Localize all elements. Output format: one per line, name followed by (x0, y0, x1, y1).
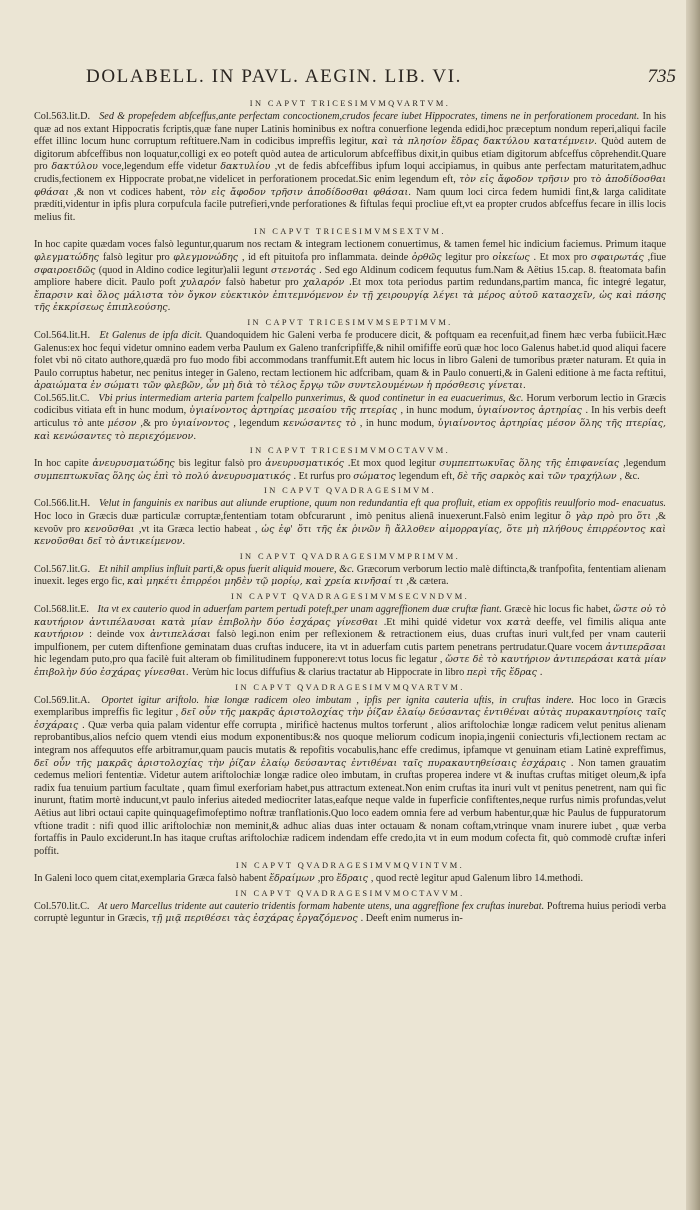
greek-text: δεῖ οὖν τῆς μακρᾶς ἀριστολοχίας τὴν ῥίζαν ἐλαίῳ δεύσαντας ἐντιθέναι ταῖς πυρακαυτηθείσαις ἐσχάραις (34, 757, 571, 769)
greek-text: ὑγιαίνοντος (171, 418, 234, 430)
page-number: 735 (647, 66, 676, 87)
greek-text: ὃ γὰρ πρὸ (565, 511, 619, 523)
chapter-heading: IN CAPVT TRICESIMVMOCTAVVM. (249, 446, 451, 456)
body-text: Quandoquidem hic Galeni verba fe producere dicit, & poftquam ea recenfuit,ad finem hæc verba fubiicit.Hæc Galenus:ex hoc fequi videtur omnino eadem verba Paulum ex Galeno tranfcripfiffe,& nihil omififfe eorü quæ hoc loco Galenus habet.id quod aliqui facere folet vbi nö citato authore,quædä pro fuo modo fibi accommodans tranffumit.Eft autem hic locus in libro Galeni de tumoribus præter naturam. Et quia in Paulo corruptus habetur, nec penitus integer in Galeno, rectam lectionem hic adfcribam, quam & in Paulo conuerti,& in Galeni editione à me facta reftitui, (34, 329, 666, 379)
lemma-quote: Ita vt ex cauterio quod in aduerfam partem pertudi poteft,per unam aggreffionem duæ cruftæ fiant. (97, 604, 505, 615)
greek-text: δακτύλου (51, 161, 103, 173)
greek-text: κατὰ (506, 616, 537, 628)
body-text: Nam quum loci circa fedem humidi fint,& larga caliditate prædíti,videntur in ipfis plura corpufcula facile putrefieri,vnde perforationes & fiftulas fequi procliue eft,vt ea propter crudos abfceffus fecare in illis locis melius fit. (34, 186, 666, 223)
body-text: Græcè hic locus fic habet, (504, 604, 614, 615)
commentary-paragraph (34, 458, 666, 483)
greek-text: ὀρθῶς (411, 251, 446, 263)
chapter-heading: IN CAPVT TRICESIMVMSEXTVM. (254, 227, 446, 237)
body-text: falsò habetur pro (225, 277, 304, 289)
body-text: . Et rurfus pro (293, 470, 354, 482)
column-reference: Col.567.lit.G. (34, 563, 93, 575)
greek-text: συμπεπτωκυῖας ὅλης τῆς ἐπιφανείας (439, 458, 624, 470)
greek-text: ἔπαρσιν καὶ ὅλος μάλιστα τὸν ὄγκον εὐεκτικὸν ἐπιτεμνόμενον ἐν τῇ χειρουργίᾳ λέγει τὰ μέρος αὐτοῦ κατασχεῖν, ὡς καὶ πάσης τῆς ἐκκρίσεως ἐπιπλεούσης. (34, 289, 666, 314)
body-text: , &c. (619, 470, 640, 482)
body-text: . Sed ego Aldinum codicem fequutus fum.Nam & Aëtius 15.cap. 8. fteatomata bafin ampliore habere dicit. Paulo poft (34, 264, 666, 289)
body-text: ,& cætera. (406, 576, 449, 588)
greek-text: ὥστε δὲ τὸ καυτήριον ἀντιπεράσαι κατὰ μίαν ἐπιβολὴν δύο ἐσχάρας γίνεσθαι. (34, 654, 666, 678)
body-text: In Galeni loco quem citat,exemplaria Græca falsò habent (34, 873, 270, 885)
greek-text: σφαιροειδῶς (34, 264, 99, 276)
body-text: . Non tamen grauatim cedemus meliori fententiæ. Videtur autem ariftolochiæ longæ radice oleo imbutam, in cruftas properea indere vt & inuftas cruftas mitiget oleum,& ipfa radix fua tenuium partium facultate , quam fimul exerforiam habet,pus attractum exteneat.Non enim cruftas ita inuri vult vt penitus penetrent, nam qui fic inurunt, ftatim mortè inducunt,vt paulo inferius aiteded mediocriter latas,eafque neque valde in fuperficie confiftentes,neque rurfus nimis profundas,velut Aëtius aut libri octaui capite quinquagefimofeptimo noftræ tranflationis.Quo loco eadem omnia fere ad verbum habentur,quæ hic Paulus de fuppuratorum vftione tradit : nifi quod illic ariftolochiæ non meminit,& adhuc alias duas inter octauam & nonam coftam,vtrinque vnam inurere iubet , quæ verba fortaffis in Paulo exciderunt.In has itaque cruftas ariftolochiæ radicem indendam effe credo,ita vt in eum modum cofecta fit, quò commodè cruftæ inferi poffit. (34, 757, 666, 857)
greek-text: σφαιρωτάς (590, 251, 648, 263)
greek-text: φλεγματώδης (34, 251, 103, 263)
running-head (86, 66, 676, 88)
commentary-paragraph (34, 239, 666, 315)
body-text: .Et mihi quidé videtur vox (383, 616, 507, 628)
chapter-heading: IN CAPVT QVADRAGESIMVMOCTAVVM. (235, 888, 465, 898)
body-text: Verùm hic locus diffufius & clarius tractatur ab Hippocrate in libro (191, 666, 467, 678)
body-text: , quod rectè legitur apud Galenum libro 14.methodi. (370, 873, 584, 885)
greek-text: ἕδραίμων (269, 873, 318, 885)
body-text: In his quæ ad nos extant Hippocratis fcriptis,quæ fane nuper Latinis hominibus ex noftra conuerfione legenda edidi,hoc præceptum nondum reperi,aliqui facile effet illinc locum hunc corruptum reftituere.Nam in codicibus impreffis legitur, (34, 111, 667, 148)
greek-text: οἰκείως (492, 251, 534, 263)
greek-text: ὡς ἐφ' ὅτι τῆς ἐκ ῥινῶν ἢ ἄλλοθεν αἱμορραγίας, ὅτε μὴ πλήθους ἐπιρρέοντος καὶ κενοῦσθαι δεῖ τὸ ἀντικείμενον. (34, 523, 666, 548)
chapter-heading: IN CAPVT QVADRAGESIMVMPRIMVM. (239, 551, 461, 561)
body-text: pro (573, 173, 591, 185)
greek-text: ὑγιαίνοντος ἀρτηρίας μεσαίου τῆς πτερίας (189, 405, 401, 417)
chapter-heading: IN CAPVT QVADRAGESIMVMQVINTVM. (235, 861, 465, 871)
column-reference: Col.569.lit.A. (34, 694, 96, 706)
greek-text: ὅτι (636, 511, 656, 523)
greek-text: ἀραιώματα ἐν σώματι τῶν φλεβῶν, ὧν μὴ διὰ τὸ τέλος ἔργῳ τῶν συντελουμένων ἡ πρόσθεσις γίνεται. (34, 380, 526, 392)
commentary-paragraph (34, 901, 666, 926)
greek-text: καὶ τὰ πλησίον ἕδρας δακτύλου κατατέμνειν. (371, 136, 602, 148)
greek-text: ἀνευρυσματώδης (92, 458, 179, 470)
body-text: ,& pro (140, 418, 172, 430)
body-text: deeffe, vel fimilis aliqua ante (536, 616, 666, 628)
greek-text: σώματος (353, 470, 399, 482)
lemma-quote: Velut in fanguinis ex naribus aut aliunde eruptione, quum non redundantia eft qua profluit, etiam ex oppofitis reuulforio mod- enacuatus. (99, 498, 666, 510)
commentary-paragraph (34, 604, 666, 680)
body-text: : deinde vox (89, 629, 150, 641)
greek-text: ἀντιπερᾶσαι (605, 641, 666, 653)
body-text: , in hunc modum, (359, 418, 438, 430)
body-text: legendum eft, (398, 470, 458, 482)
body-text: . Deeft enim numerus in- (360, 913, 463, 925)
greek-text: κενοῦσθαι (84, 523, 139, 535)
column-reference: Col.566.lit.H. (34, 498, 94, 510)
body-text: Horum verborum lectio in Græcis codicibus vitiata eft in hunc modum, (34, 392, 666, 417)
greek-text: ὑγιαίνοντος ἀρτηρίας μέσον ὅλης τῆς πτερίας, καὶ κενώσαντες τὸ περιεχόμενον. (34, 418, 666, 442)
column-reference: Col.570.lit.C. (34, 900, 93, 912)
greek-text: ὑγιαίνοντος ἀρτηρίας (476, 405, 586, 417)
column-reference: Col.568.lit.E. (34, 604, 92, 615)
greek-text: δεῖ οὖν τῆς μακρᾶς ἀριστολοχίας τὴν ῥίζαν ἐλαίῳ δεύσαντας ἐντιθέναι αὐτὰς πυρακαυτηρίοις ταῖς ἐσχάραις (34, 707, 666, 731)
body-text: voce,legendum effe videtur (102, 161, 221, 173)
running-head-title: DOLABELL. IN PAVL. AEGIN. LIB. VI. (86, 66, 462, 87)
chapter-heading: IN CAPVT TRICESIMVMQVARTVM. (249, 99, 451, 108)
commentary-paragraph (34, 393, 666, 443)
greek-text: χαλαρόν (303, 277, 350, 289)
greek-text: κενώσαντες τὸ (282, 418, 360, 430)
body-text: bis legitur falsò pro (178, 458, 266, 470)
greek-text: τὸν εἰς ἄφοδον τρῆσιν ἀποδίδοσθαι φθάσαι. (189, 186, 416, 198)
body-text: . Quæ verba quia palam videntur effe corrupta , mirificè hactenus multos torferunt , alios ariftolochiæ longæ radicem velut penitus alienam reprobantibus,alios nefcio quem vtendi eius modum exponentibus:& nos quoque meliorum codicum inopia,ingenii coniecturis vfi,lectionem rectam ac integram nos affequutos effe arbitramur,quam paucis mutatis & repofitis vocabulis,hanc effe credimus, ipfamque vt genuinam etiam Latinè expreffimus, (34, 719, 666, 756)
body-text: ante (87, 418, 108, 430)
body-text: In hoc capite (34, 458, 93, 470)
greek-text: ἀντιπελάσαι (149, 629, 217, 641)
body-text: .Et mox quod legitur (347, 458, 440, 470)
body-text: legitur pro (445, 251, 493, 263)
page-gutter-shadow (686, 0, 700, 1210)
greek-text: καὶ μηκέτι ἐπιρρέοι μηδὲν τῷ μορίῳ, καὶ χρεία κινῆσαί τι (127, 576, 407, 588)
body-text: , in hunc modum, (400, 405, 477, 417)
chapter-heading: IN CAPVT QVADRAGESIMVM. (264, 486, 436, 496)
greek-text: καυτήριον (34, 629, 90, 641)
lemma-quote: Et Galenus de ipfa dicit. (99, 329, 206, 341)
commentary-paragraph (34, 873, 666, 886)
body-text: Hoc loco in Græcis duæ particulæ corruptæ,fententiam totam obfcurarunt , imò penitus alienâ inuexerunt.Falsò enim legitur (34, 511, 566, 523)
greek-text: περὶ τῆς ἕδρας (466, 666, 540, 678)
body-text: ,pro (317, 873, 337, 885)
body-text: falsò legi.non enim per reflexionem & retractionem eius, duas cruftas inuri vult,fed per vnam cauterii impulfionem, per cutem diftenfione geminatam duas cruftas inducere, ita vt in aduerfam cutis partem penetrans pertrudatur.Quare vocem (34, 629, 667, 653)
body-text: , legendum (233, 418, 283, 430)
column-reference: Col.563.lit.D. (34, 111, 94, 122)
greek-text: ὥστε οὐ τὸ καυτήριον ἀντιπέλαυσαι κατὰ μίαν ἐπιβολὴν δύο ἐσχάρας γίνεσθαι (34, 604, 666, 628)
body-text: ,vt de fedis abfceffibus ipfum loqui accipiamus, in quibus ante perfectam maturitatem,adhuc crudis,fectionem ex Hippocrate probat,ne videlicet in perforationem procedat.Sic enim legendum eft, (34, 161, 666, 185)
lemma-quote: Et nihil amplius influit parti,& opus fuerit aliquid mouere, &c. (98, 563, 357, 575)
body-text: In hoc capite quædam voces falsò leguntur,quarum nos rectam & integram lectionem conuertimus, & tamen femel hic indicium faciemus. Primum itaque (34, 239, 666, 251)
commentary-paragraph (34, 330, 666, 393)
lemma-quote: Oportet igitur ariftolo. hiæ longæ radicem oleo imbutam , ipfis per ignita cauteria uftis, in cruftas indere. (101, 694, 580, 706)
body-text: falsò legitur pro (102, 251, 174, 263)
column-reference: Col.565.lit.C. (34, 392, 93, 404)
greek-text: τὸ (72, 418, 88, 430)
commentary-body (34, 96, 666, 926)
greek-text: μέσον (107, 418, 141, 430)
chapter-heading: IN CAPVT QVADRAGESIMVMSECVNDVM. (230, 592, 470, 601)
body-text: Poftrema huius periodi verba corruptè leguntur in Græcis, (34, 900, 666, 925)
commentary-paragraph (34, 564, 666, 589)
body-text: Græcorum verborum lectio malè diftincta,& tranfpofita, fententiam alienam inuexit. leges ergo fic, (34, 563, 666, 588)
greek-text: στενοτάς (270, 264, 320, 276)
body-text: ,& κενοῦν pro (34, 511, 666, 535)
greek-text: τὸν εἰς ἄφοδον τρῆσιν (459, 173, 574, 185)
commentary-paragraph (34, 498, 666, 548)
body-text: , id eft pituitofa pro inflammata. deinde (241, 251, 412, 263)
commentary-paragraph (34, 111, 666, 224)
body-text: (quod in Aldino codice legitur)alii legunt (98, 264, 271, 276)
body-text: .Et mox tota periodus partim redundans,partim manca, fic integré legatur, (349, 277, 666, 289)
greek-text: ἀνευρυσματικός (265, 458, 348, 470)
body-text: ,legendum (623, 458, 666, 470)
greek-text: συμπεπτωκυῖας ὅλης ὡς ἐπὶ τὸ πολύ ἀνευρυσματικός (34, 470, 294, 482)
greek-text: ἕδραις (336, 873, 371, 885)
body-text: . In his verbis deeft articulus (34, 405, 667, 430)
greek-text: τῇ μιᾷ περιθέσει τὰς ἐσχάρας ἐργαζόμενος (151, 913, 361, 925)
body-text: ,& non vt codices habent, (73, 186, 190, 198)
greek-text: φλεγμονώδης (173, 251, 242, 263)
chapter-heading: IN CAPVT TRICESIMVMSEPTIMVM. (247, 317, 453, 327)
commentary-paragraph (34, 695, 666, 859)
body-text: . Et mox pro (533, 251, 591, 263)
body-text: . (539, 666, 543, 678)
body-text: Quòd autem de digitorum abfceffibus non loquatur,colligi ex eo poteft quòd autea de articulorum abfceffibus dixit,in quibus etiam digitorum abfceffus côprehendit.Quare pro (34, 136, 666, 173)
body-text: hic legendam puto,pro qua facilè fuit alteram ob fimilitudinem fupponere:vt totus locus fic legatur , (34, 654, 446, 666)
lemma-quote: At uero Marcellus tridente aut cauterio tridentis formam habente utens, una aggreffione fex cruftas inurebat. (98, 900, 547, 912)
chapter-heading: IN CAPVT QVADRAGESIMVMQVARTVM. (235, 682, 465, 692)
column-reference: Col.564.lit.H. (34, 329, 94, 341)
lemma-quote: Sed & propefedem abfceffus,ante perfectam concoctionem,crudos fecare iubet Hippocrates, timens ne in perforationem procedant. (99, 111, 643, 122)
greek-text: χυλαρόν (180, 277, 226, 289)
body-text: pro (618, 511, 637, 523)
body-text: ,vt ita Græca lectio habeat , (138, 523, 262, 535)
greek-text: τὸ ἀποδίδοσθαι φθάσαι (34, 173, 667, 198)
lemma-quote: Vbi prius intermediam arteria partem fcalpello punxerimus, & quod continetur in ea euacuerimus, &c. (98, 392, 527, 404)
body-text: ,fiue (647, 251, 667, 263)
greek-text: δακτυλίου (220, 161, 275, 173)
body-text: Hoc loco in Græcis exemplaribus impreffis fic legitur , (34, 694, 666, 719)
greek-text: δὲ τῆς σαρκὸς καὶ τῶν τραχήλων (457, 470, 620, 482)
